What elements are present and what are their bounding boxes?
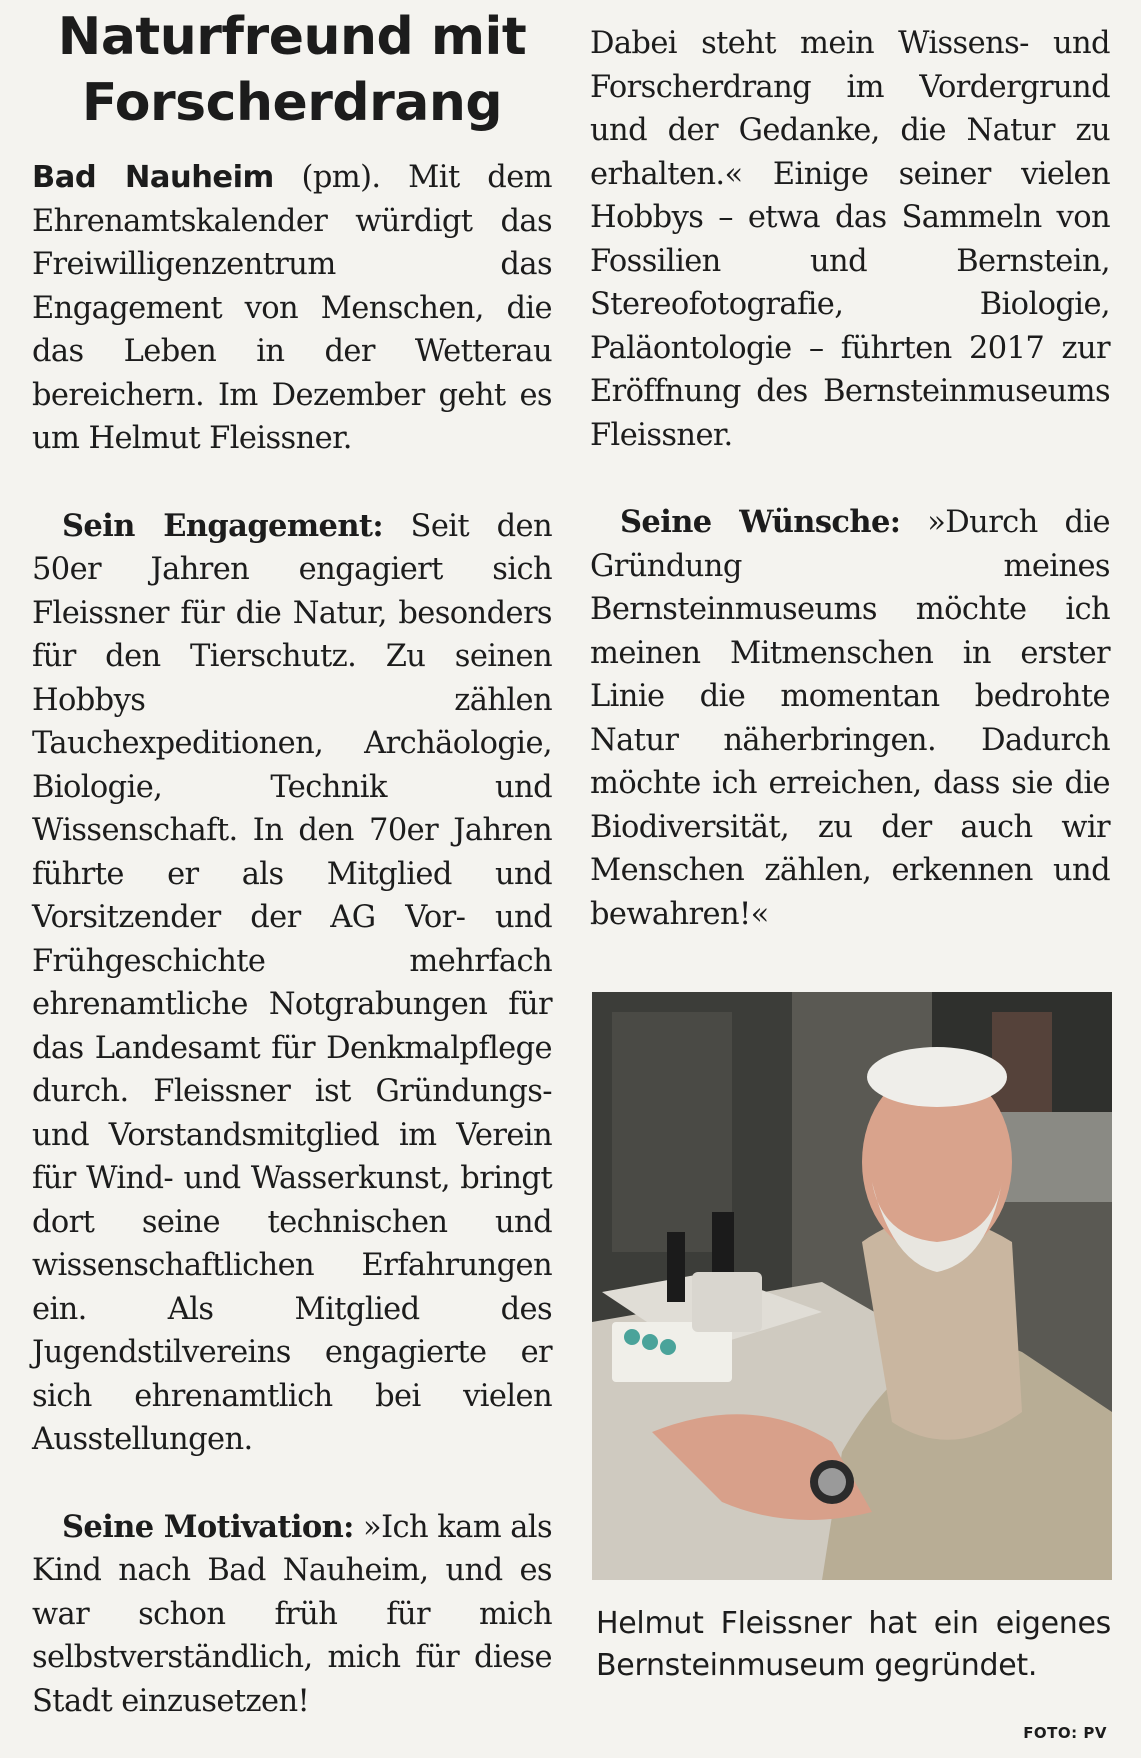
left-column bbox=[32, 0, 552, 1723]
section-motivation bbox=[32, 1506, 552, 1724]
right-column bbox=[590, 0, 1110, 936]
lead-paragraph bbox=[32, 156, 552, 461]
section-label-wishes: Seine Wünsche: bbox=[620, 504, 901, 540]
section-wishes bbox=[590, 501, 1110, 936]
section-text-wishes: »Durch die Gründung meines Bernsteinmuseums möchte ich meinen Mitmenschen in erster Linie die momentan bedrohte Natur näherbringen. Dadurch möchte ich erreichen, dass sie die Biodiversität, zu der auch wir Menschen zählen, erkennen und bewahren!« bbox=[590, 505, 1110, 932]
portrait-photo bbox=[592, 992, 1112, 1580]
photo-credit: FOTO: PV bbox=[1023, 1724, 1107, 1742]
article-title: Naturfreund mit Forscherdrang bbox=[57, 7, 527, 133]
photo-illustration bbox=[592, 992, 1112, 1580]
section-text-engagement: Seit den 50er Jahren engagiert sich Fleissner für die Natur, besonders für den Tierschutz. Zu seinen Hobbys zählen Tauchexpeditionen, Archäologie, Biologie, Technik und Wissenschaft. In den 70er Jahren führte er als Mitglied und Vorsitzender der AG Vor- und Frühgeschichte mehrfach ehrenamtliche Notgrabungen für das Landesamt für Denkmalpflege durch. Fleissner ist Gründungs- und Vorstandsmitglied im Verein für Wind- und Wasserkunst, bringt dort seine technischen und wissenschaftlichen Erfahrungen ein. Als Mitglied des Jugendstilvereins engagierte er sich ehrenamtlich bei vielen Ausstellungen. bbox=[32, 508, 552, 1457]
photo-caption: Helmut Fleissner hat ein eigenes Bernsteinmuseum gegründet. bbox=[596, 1606, 1111, 1683]
section-label-motivation: Seine Motivation: bbox=[62, 1508, 354, 1545]
dateline: Bad Nauheim bbox=[32, 160, 274, 195]
section-label-engagement: Sein Engagement: bbox=[62, 507, 384, 544]
lead-text: (pm). Mit dem Ehrenamtskalender würdigt das Freiwilligenzentrum das Engagement von Menschen, die das Leben in der Wetterau bereichern. Im Dezember geht es um Helmut Fleissner. bbox=[32, 160, 552, 456]
section-motivation-continued bbox=[590, 22, 1110, 457]
section-text-motivation: »Ich kam als Kind nach Bad Nauheim, und es war schon früh für mich selbstverständlich, mich für diese Stadt einzusetzen! bbox=[32, 1509, 552, 1719]
section-text-motivation-continued: Dabei steht mein Wissens- und Forscherdrang im Vordergrund und der Gedanke, die Natur zu erhalten.« Einige seiner vielen Hobbys – etwa das Sammeln von Fossilien und Bernstein, Stereofotografie, Biologie, Paläontologie – führten 2017 zur Eröffnung des Bernsteinmuseums Fleissner. bbox=[590, 26, 1110, 453]
section-engagement bbox=[32, 505, 552, 1462]
